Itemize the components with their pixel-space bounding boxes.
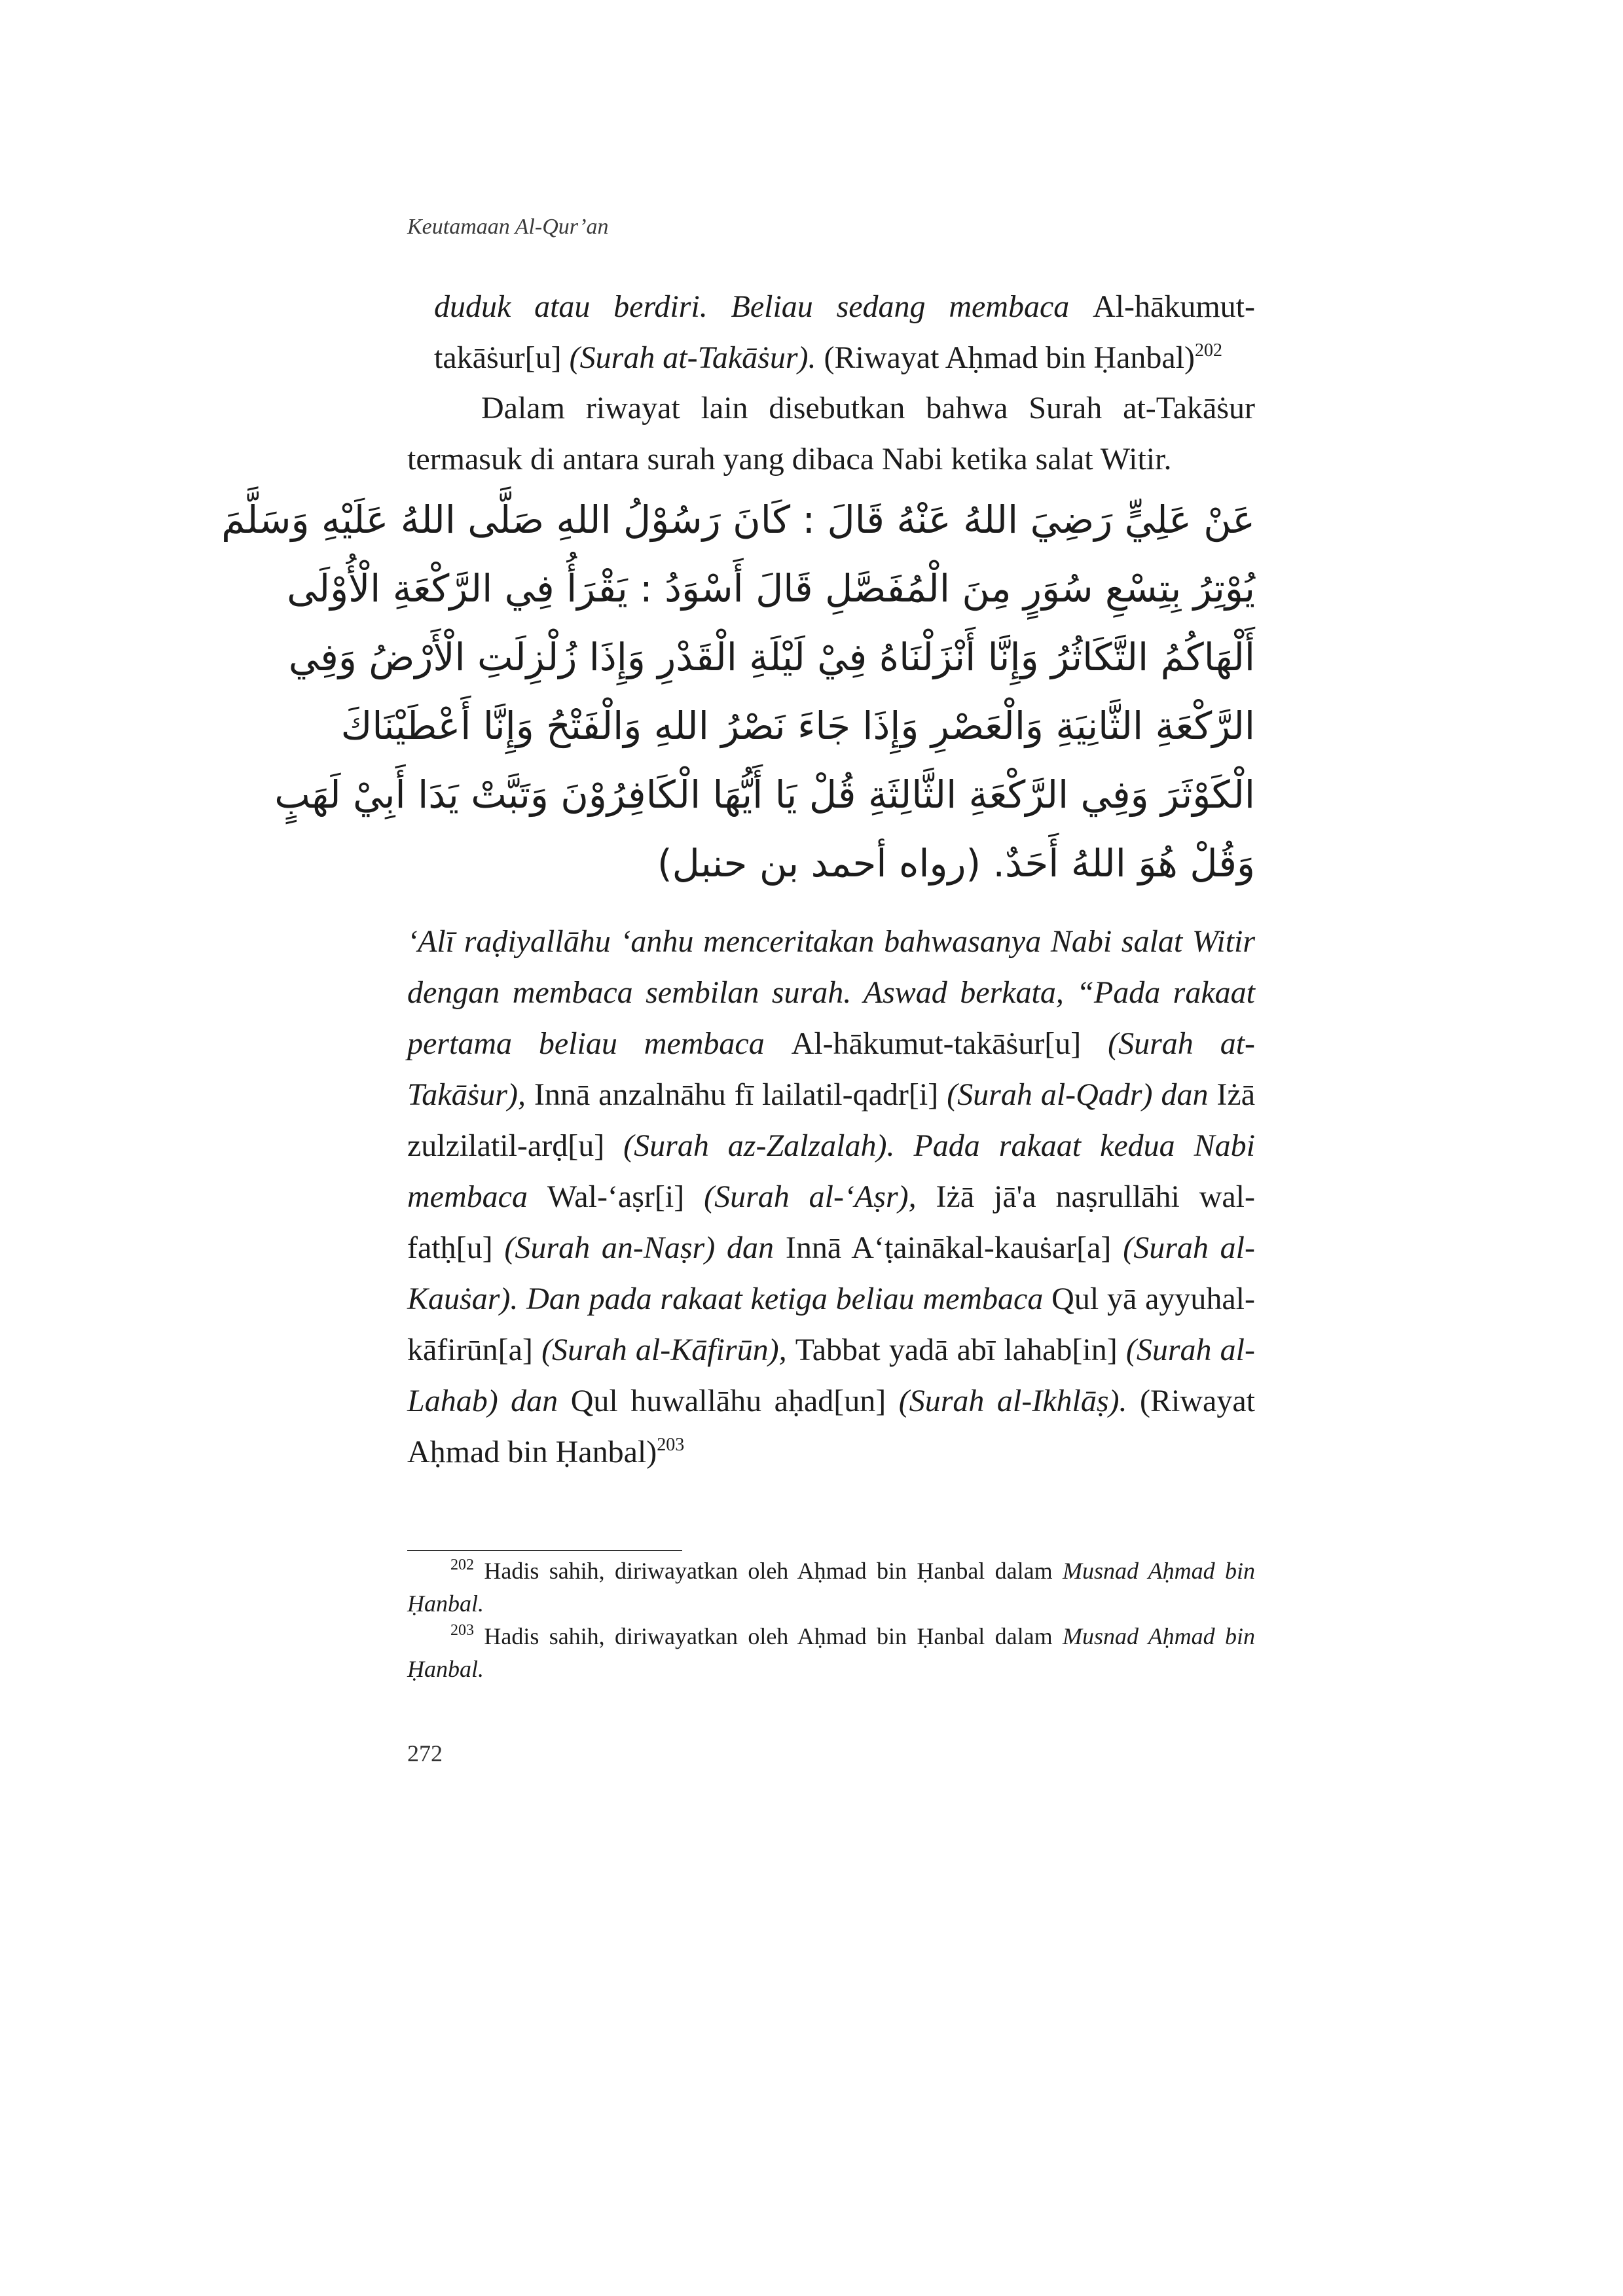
footnote-ref: 202: [1195, 340, 1223, 361]
transliteration: Iżā zulzilatil-arḍ[u]: [407, 1077, 1256, 1163]
hadith-translation: [407, 916, 1255, 1478]
footnote: [407, 1620, 1255, 1685]
footnote-ref: 203: [657, 1435, 685, 1455]
hadith-line: الْكَوْثَرَ وَفِي الرَّكْعَةِ الثَّالِثَةِ قُلْ يَا أَيُّهَا الْكَافِرُوْنَ وَتَبَّتْ يَدَا أَبِيْ لَهَبٍ: [274, 772, 1255, 817]
hadith-line: وَقُلْ هُوَ اللهُ أَحَدٌ. (رواه أحمد بن حنبل): [657, 841, 1255, 886]
translation-text: (Surah at-Takāṡur),: [407, 1026, 1256, 1112]
footnote-rule: [407, 1550, 682, 1551]
footnote-number: 203: [450, 1622, 474, 1639]
transliteration: Wal-‘aṣr[i]: [547, 1179, 704, 1214]
page-number: 272: [407, 1740, 443, 1767]
running-header: Keutamaan Al-Qur’an: [407, 215, 609, 239]
hadith-line: الرَّكْعَةِ الثَّانِيَةِ وَالْعَصْرِ وَإِذَا جَاءَ نَصْرُ اللهِ وَالْفَتْحُ وَإِنَّا أَعْطَيْنَاكَ: [340, 704, 1255, 748]
body-paragraph: Dalam riwayat lain disebutkan bahwa Surah at-Takāṡur termasuk di antara surah yang dibaca Nabi ketika salat Witir.: [407, 391, 1255, 476]
footnote: [407, 1554, 1255, 1620]
transliteration: Innā anzalnāhu fī lailatil-qadr[i]: [534, 1077, 947, 1112]
transliteration: Al-hākumut-takāṡur[u]: [434, 289, 1255, 375]
footnote-source: Musnad Aḥmad bin Ḥanbal.: [407, 1558, 1256, 1617]
translation-text: (Surah az-Zalzalah). Pada rakaat kedua Nabi membaca: [407, 1128, 1255, 1214]
footnotes: [407, 1554, 1255, 1685]
narration-source: (Riwayat Aḥmad bin Ḥanbal): [824, 340, 1195, 375]
hadith-line: عَنْ عَلِيٍّ رَضِيَ اللهُ عَنْهُ قَالَ : كَانَ رَسُوْلُ اللهِ صَلَّى اللهُ عَلَيْهِ وَسَلَّمَ: [221, 497, 1255, 542]
translation-text: (Surah al-Qadr) dan: [947, 1077, 1217, 1112]
narration-source: (Riwayat Aḥmad bin Ḥanbal): [407, 1384, 1255, 1469]
translation-text: (Surah al-‘Aṣr),: [704, 1179, 936, 1214]
translation-text: ‘Alī raḍiyallāhu ‘anhu menceritakan bahwasanya Nabi salat Witir dengan membaca sembilan surah. Aswad berkata, “Pada rakaat pertama beliau membaca: [407, 924, 1255, 1061]
transliteration: Qul huwallāhu aḥad[un]: [570, 1384, 899, 1418]
transliteration: Al-hākumut-takāṡur[u]: [791, 1026, 1108, 1061]
translation-text: (Surah al-Kāfirūn),: [541, 1333, 795, 1367]
translation-text: (Surah an-Naṣr) dan: [504, 1230, 786, 1265]
continued-italic: duduk atau berdiri. Beliau sedang membaca: [434, 289, 1093, 324]
hadith-line: أَلْهَاكُمُ التَّكَاثُرُ وَإِنَّا أَنْزَلْنَاهُ فِيْ لَيْلَةِ الْقَدْرِ وَإِذَا زُلْزِلَتِ الْأَرْضُ وَفِي: [288, 635, 1255, 679]
footnote-text: Hadis sahih, diriwayatkan oleh Aḥmad bin Ḥanbal dalam: [484, 1623, 1063, 1649]
translation-text: (Surah al-Ikhlāṣ).: [898, 1384, 1140, 1418]
continued-paragraph: [434, 281, 1255, 384]
footnote-source: Musnad Aḥmad bin Ḥanbal.: [407, 1623, 1256, 1682]
footnote-text: Hadis sahih, diriwayatkan oleh Aḥmad bin Ḥanbal dalam: [484, 1558, 1063, 1584]
transliteration: Qul yā ayyuhal-kāfirūn[a]: [407, 1282, 1255, 1367]
translation-text: (Surah al-Lahab) dan: [407, 1333, 1255, 1418]
transliteration: Iżā jā'a naṣrullāhi wal-fatḥ[u]: [407, 1179, 1255, 1265]
transliteration: Innā A‘ṭainākal-kauṡar[a]: [785, 1230, 1123, 1265]
footnote-number: 202: [450, 1556, 474, 1573]
hadith-line: يُوْتِرُ بِتِسْعِ سُوَرٍ مِنَ الْمُفَصَّلِ قَالَ أَسْوَدُ : يَقْرَأُ فِي الرَّكْعَةِ الْأُوْلَى: [287, 566, 1255, 611]
surah-reference: (Surah at-Takāṡur).: [569, 340, 824, 375]
translation-text: (Surah al-Kauṡar). Dan pada rakaat ketiga beliau membaca: [407, 1230, 1255, 1316]
transliteration: Tabbat yadā abī lahab[in]: [795, 1333, 1126, 1367]
